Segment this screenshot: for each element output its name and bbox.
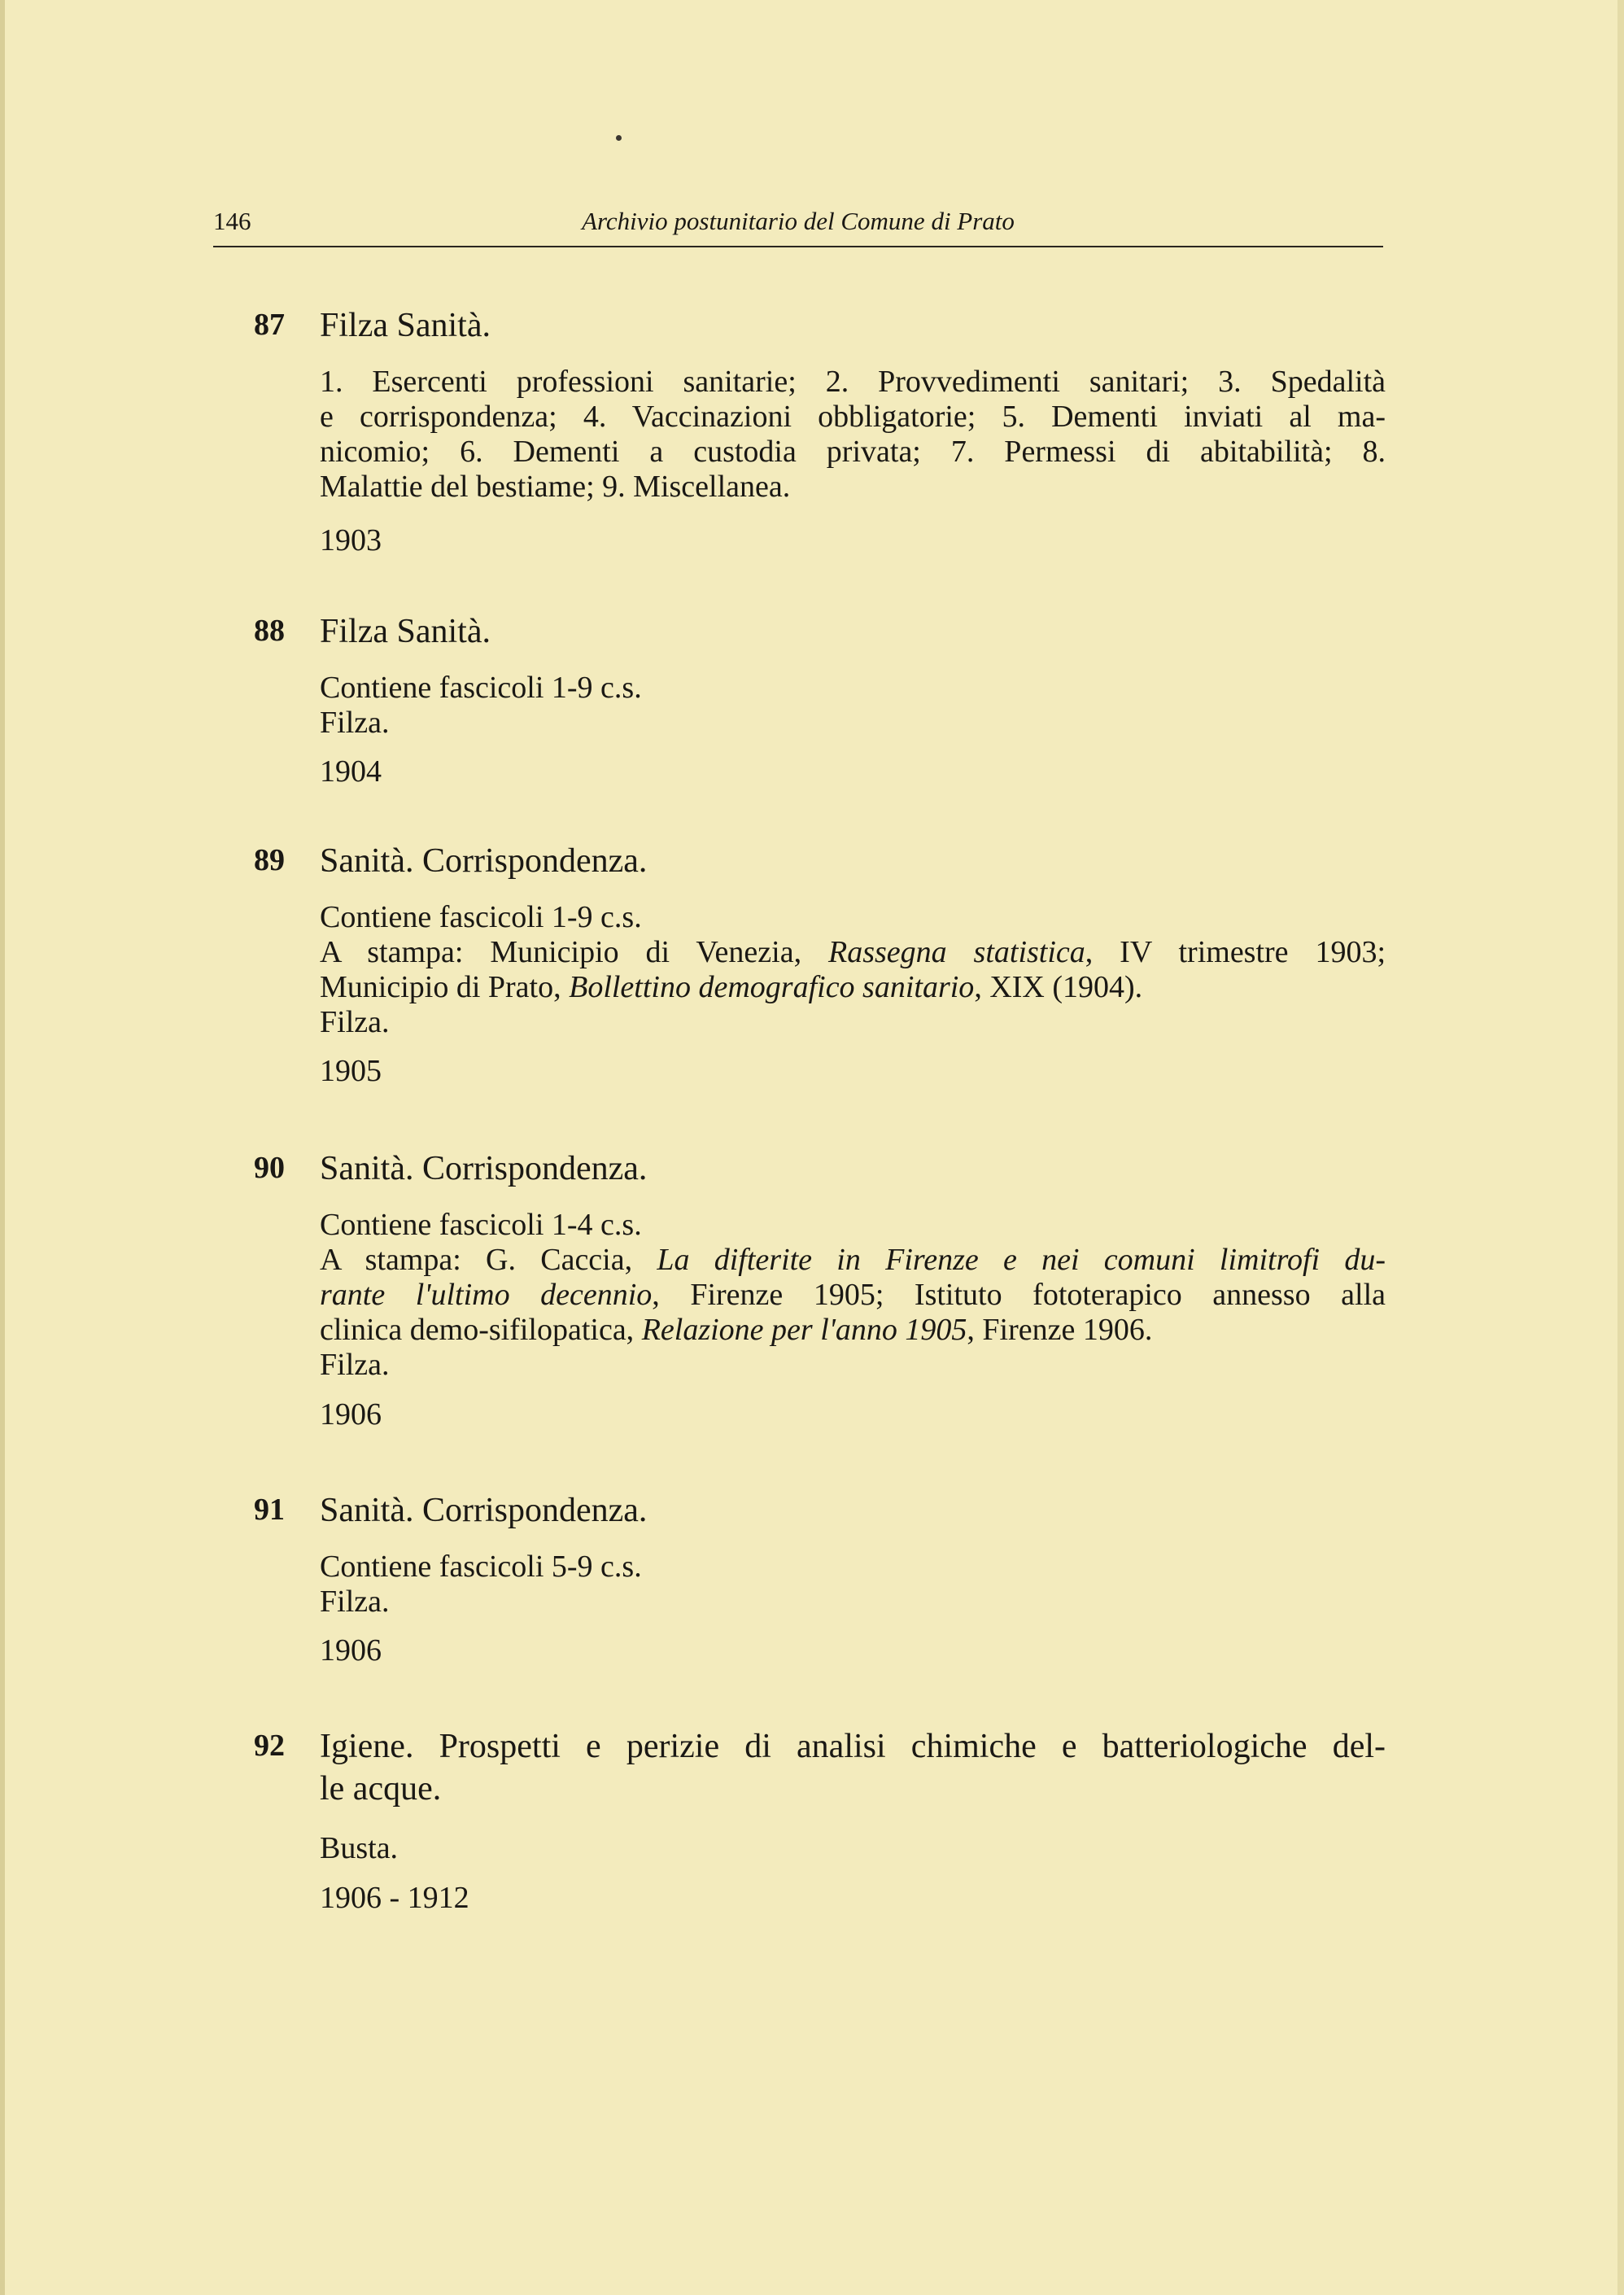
entry-number: 92 [254, 1729, 285, 1763]
publication-title: Bollettino demografico sanitario [569, 970, 975, 1004]
entry-number: 89 [254, 843, 285, 877]
entry-title [320, 1725, 1386, 1810]
entry-year: 1906 - 1912 [320, 1881, 469, 1915]
entry-number: 90 [254, 1151, 285, 1185]
page-edge-right [1617, 0, 1624, 2295]
entry-number: 91 [254, 1493, 285, 1527]
format-line: Busta. [320, 1831, 399, 1865]
publication-title: rante l'ultimo decennio [320, 1278, 653, 1312]
format-line: Filza. [320, 1005, 390, 1039]
contents-line: Contiene fascicoli 1-9 c.s. [320, 900, 642, 934]
page-edge-left [0, 0, 5, 2295]
description-line: e corrispondenza; 4. Vaccinazioni obbligatorie; 5. Dementi inviati al ma- [320, 400, 1386, 434]
entry-number: 88 [254, 614, 285, 648]
entry-year: 1905 [320, 1054, 382, 1088]
publication-title: Relazione per l'anno 1905 [641, 1313, 967, 1347]
entry-title: Sanità. Corrispondenza. [320, 1150, 648, 1187]
page-number: 146 [213, 207, 251, 235]
entry-description [320, 1208, 1386, 1383]
publication-title: Rassegna statistica [827, 935, 1085, 969]
contents-line: Contiene fascicoli 1-4 c.s. [320, 1208, 642, 1242]
entry-description [320, 1550, 1386, 1620]
description-line: Malattie del bestiame; 9. Miscellanea. [320, 470, 791, 504]
entry-title: Sanità. Corrispondenza. [320, 1492, 648, 1529]
print-line: A stampa: G. Caccia, La difterite in Firenze e nei comuni limitrofi du- [320, 1243, 1386, 1277]
running-title: Archivio postunitario del Comune di Prato [582, 207, 1015, 235]
running-header [213, 207, 1383, 244]
format-line: Filza. [320, 706, 390, 740]
entry-title: Sanità. Corrispondenza. [320, 842, 648, 880]
entry-year: 1906 [320, 1633, 382, 1668]
entry-number: 87 [254, 308, 285, 342]
contents-line: Contiene fascicoli 1-9 c.s. [320, 671, 642, 705]
publication-title: La difterite in Firenze e nei comuni limitrofi du- [657, 1243, 1386, 1277]
contents-line: Contiene fascicoli 5-9 c.s. [320, 1550, 642, 1584]
print-line: A stampa: Municipio di Venezia, Rassegna statistica, IV trimestre 1903; [320, 935, 1386, 969]
header-rule [213, 246, 1383, 247]
title-line: Igiene. Prospetti e perizie di analisi chimiche e batteriologiche del- [320, 1728, 1386, 1765]
entry-year: 1904 [320, 754, 382, 789]
format-line: Filza. [320, 1585, 390, 1619]
title-line: le acque. [320, 1770, 442, 1808]
entry-description [320, 1831, 1386, 1866]
entry-title: Filza Sanità. [320, 307, 491, 344]
print-line: clinica demo-sifilopatica, Relazione per l'anno 1905, Firenze 1906. [320, 1313, 1153, 1347]
entry-description [320, 900, 1386, 1040]
entry-year: 1906 [320, 1397, 382, 1432]
print-line: Municipio di Prato, Bollettino demografico sanitario, XIX (1904). [320, 970, 1143, 1004]
description-line: nicomio; 6. Dementi a custodia privata; 7. Permessi di abitabilità; 8. [320, 435, 1386, 469]
entry-description [320, 365, 1386, 505]
entry-description [320, 671, 1386, 741]
description-line: 1. Esercenti professioni sanitarie; 2. Provvedimenti sanitari; 3. Spedalità [320, 365, 1386, 399]
format-line: Filza. [320, 1348, 390, 1382]
entry-year: 1903 [320, 523, 382, 557]
ink-speck [616, 135, 622, 141]
entry-title: Filza Sanità. [320, 613, 491, 650]
print-line: rante l'ultimo decennio, Firenze 1905; Istituto fototerapico annesso alla [320, 1278, 1386, 1312]
